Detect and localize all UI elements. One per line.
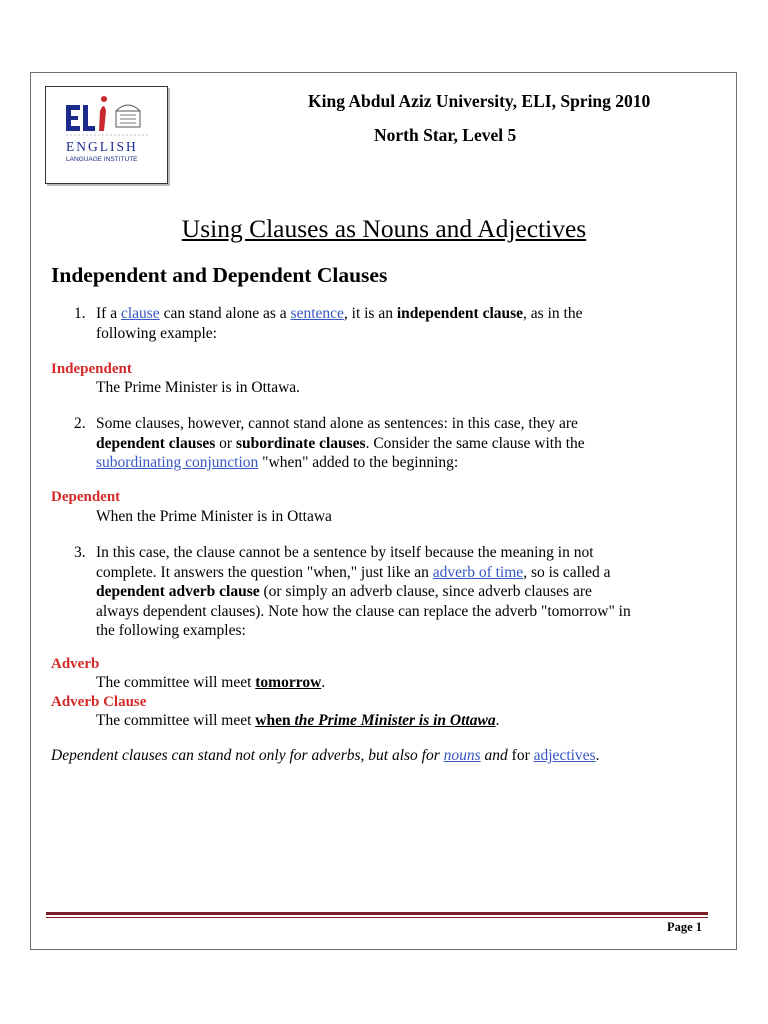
item-3-text: In this case, the clause cannot be a sentence by itself because the meaning in not complete. It answers the question "when," just like an adverb of time, so is called a dependent adverb clause (or simply an adverb clause, since adverb clauses are always dependent clauses). Note how the clause can replace the adverb "tomorrow" in the following examples: (96, 544, 631, 639)
independent-example: The Prime Minister is in Ottawa. (96, 379, 301, 396)
clause-link[interactable]: clause (120, 305, 160, 322)
dependent-example: When the Prime Minister is in Ottawa (96, 508, 332, 525)
dependent-label: Dependent (51, 489, 121, 505)
nouns-link[interactable]: nouns (443, 747, 481, 764)
level-line: North Star, Level 5 (374, 125, 517, 145)
adverb-clause-label: Adverb Clause (51, 694, 147, 710)
adverb-clause-example: The committee will meet when the Prime Minister is in Ottawa. (96, 712, 500, 729)
item-number: 3. (74, 544, 86, 561)
adverb-of-time-link[interactable]: adverb of time (432, 563, 524, 581)
sentence-link[interactable]: sentence (290, 305, 344, 322)
item-number: 1. (74, 305, 86, 322)
adverb-example: The committee will meet tomorrow. (96, 674, 326, 691)
footer-rule (46, 912, 708, 915)
independent-label: Independent (51, 361, 132, 377)
page-title: Using Clauses as Nouns and Adjectives (181, 214, 587, 243)
svg-text:ENGLISH: ENGLISH (66, 139, 138, 154)
eli-logo (45, 86, 168, 184)
footer-rule-thin (46, 917, 708, 918)
svg-text:LANGUAGE INSTITUTE: LANGUAGE INSTITUTE (66, 156, 138, 163)
closing-note: Dependent clauses can stand not only for adverbs, but also for nouns and for adjectives. (51, 747, 600, 764)
section-heading: Independent and Dependent Clauses (51, 263, 388, 287)
page-number: Page 1 (667, 920, 703, 934)
item-number: 2. (74, 415, 86, 432)
eli-logo-graphic (46, 87, 169, 185)
item-1-text: If a clause can stand alone as a sentence, it is an independent clause, as in the following example: (96, 305, 583, 342)
emblem-icon (116, 105, 140, 127)
adverb-label: Adverb (51, 656, 100, 672)
item-2-text: Some clauses, however, cannot stand alone as sentences: in this case, they are dependent clauses or subordinate clauses. Consider the same clause with the subordinating conjunction "when" added to the beginning: (96, 415, 585, 471)
university-line: King Abdul Aziz University, ELI, Spring 2010 (308, 91, 651, 111)
adjectives-link[interactable]: adjectives (533, 747, 596, 764)
subordinating-conjunction-link[interactable]: subordinating conjunction (96, 454, 259, 471)
